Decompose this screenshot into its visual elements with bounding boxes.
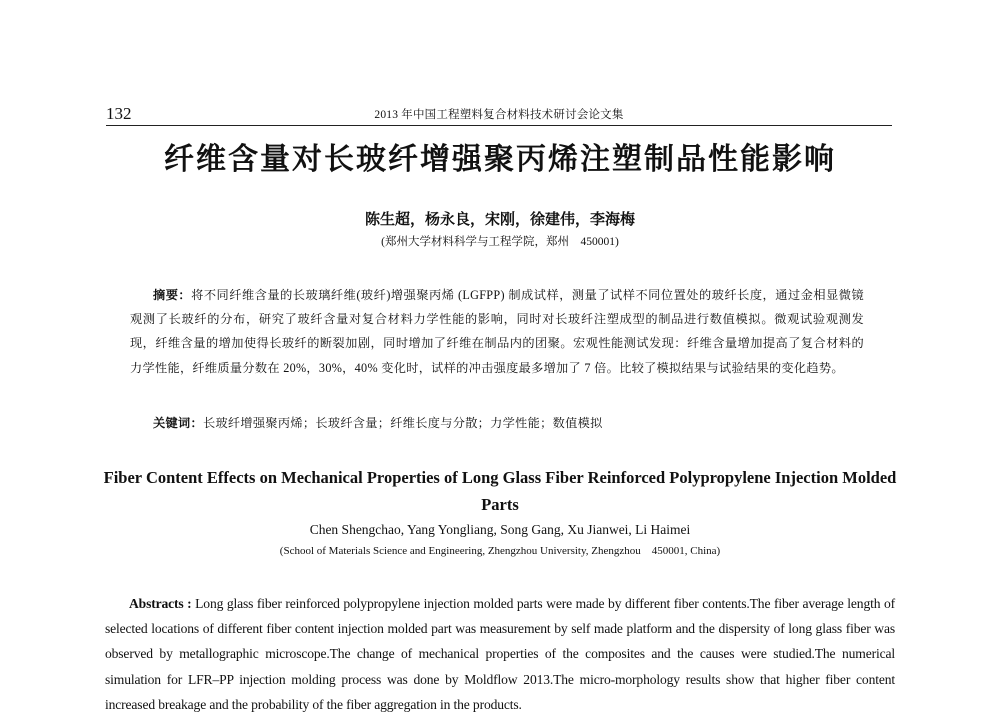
proceedings-title: 2013 年中国工程塑料复合材料技术研讨会论文集 xyxy=(374,109,624,121)
chinese-keywords-text: 长玻纤增强聚丙烯；长玻纤含量；纤维长度与分散；力学性能；数值模拟 xyxy=(202,416,603,430)
english-title: Fiber Content Effects on Mechanical Properties of Long Glass Fiber Reinforced Polypropylene Injection Molded Parts xyxy=(103,468,897,514)
english-abstract-label: Abstracts : xyxy=(129,596,192,611)
chinese-affiliation: (郑州大学材料科学与工程学院，郑州 450001) xyxy=(381,236,619,248)
chinese-authors: 陈生超，杨永良，宋刚，徐建伟，李海梅 xyxy=(364,210,635,228)
page-number: 132 xyxy=(106,104,132,123)
english-abstract-text: Long glass fiber reinforced polypropylene injection molded parts were made by different fiber contents.The fiber average length of selected locations of different fiber content injection molded part was measurement by self made platform and the dispersity of long glass fiber was observed by metallographic microscope.The change of mechanical properties of the composites and the causes were studied.The numerical simulation for LFR–PP injection molding process was done by Moldflow 2013.The micro-morphology results show that higher fiber content increased breakage and the probability of the fiber aggregation in the products. xyxy=(105,596,896,712)
english-abstract xyxy=(105,591,895,717)
chinese-keywords xyxy=(153,411,864,435)
chinese-title: 纤维含量对长玻纤增强聚丙烯注塑制品性能影响 xyxy=(164,142,836,177)
english-affiliation: (School of Materials Science and Engineering, Zhengzhou University, Zhengzhou 450001, China) xyxy=(279,545,721,557)
chinese-abstract xyxy=(130,283,864,380)
chinese-keywords-label: 关键词： xyxy=(153,416,203,430)
chinese-abstract-text: 将不同纤维含量的长玻璃纤维(玻纤)增强聚丙烯 (LGFPP) 制成试样，测量了试样不同位置处的玻纤长度，通过金相显微镜观测了长玻纤的分布，研究了玻纤含量对复合材料力学性能的影响，同时对长玻纤注塑成型的制品进行数值模拟。微观试验观测发现，纤维含量的增加使得长玻纤的断裂加剧，同时增加了纤维在制品内的团聚。宏观性能测试发现：纤维含量增加提高了复合材料的力学性能，纤维质量分数在 20%，30%，40% 变化时，试样的冲击强度最多增加了 7 倍。比较了模拟结果与试验结果的变化趋势。 xyxy=(130,288,864,375)
running-header xyxy=(106,101,892,126)
english-authors: Chen Shengchao, Yang Yongliang, Song Gang, Xu Jianwei, Li Haimei xyxy=(309,522,691,537)
chinese-abstract-label: 摘要： xyxy=(153,288,192,302)
